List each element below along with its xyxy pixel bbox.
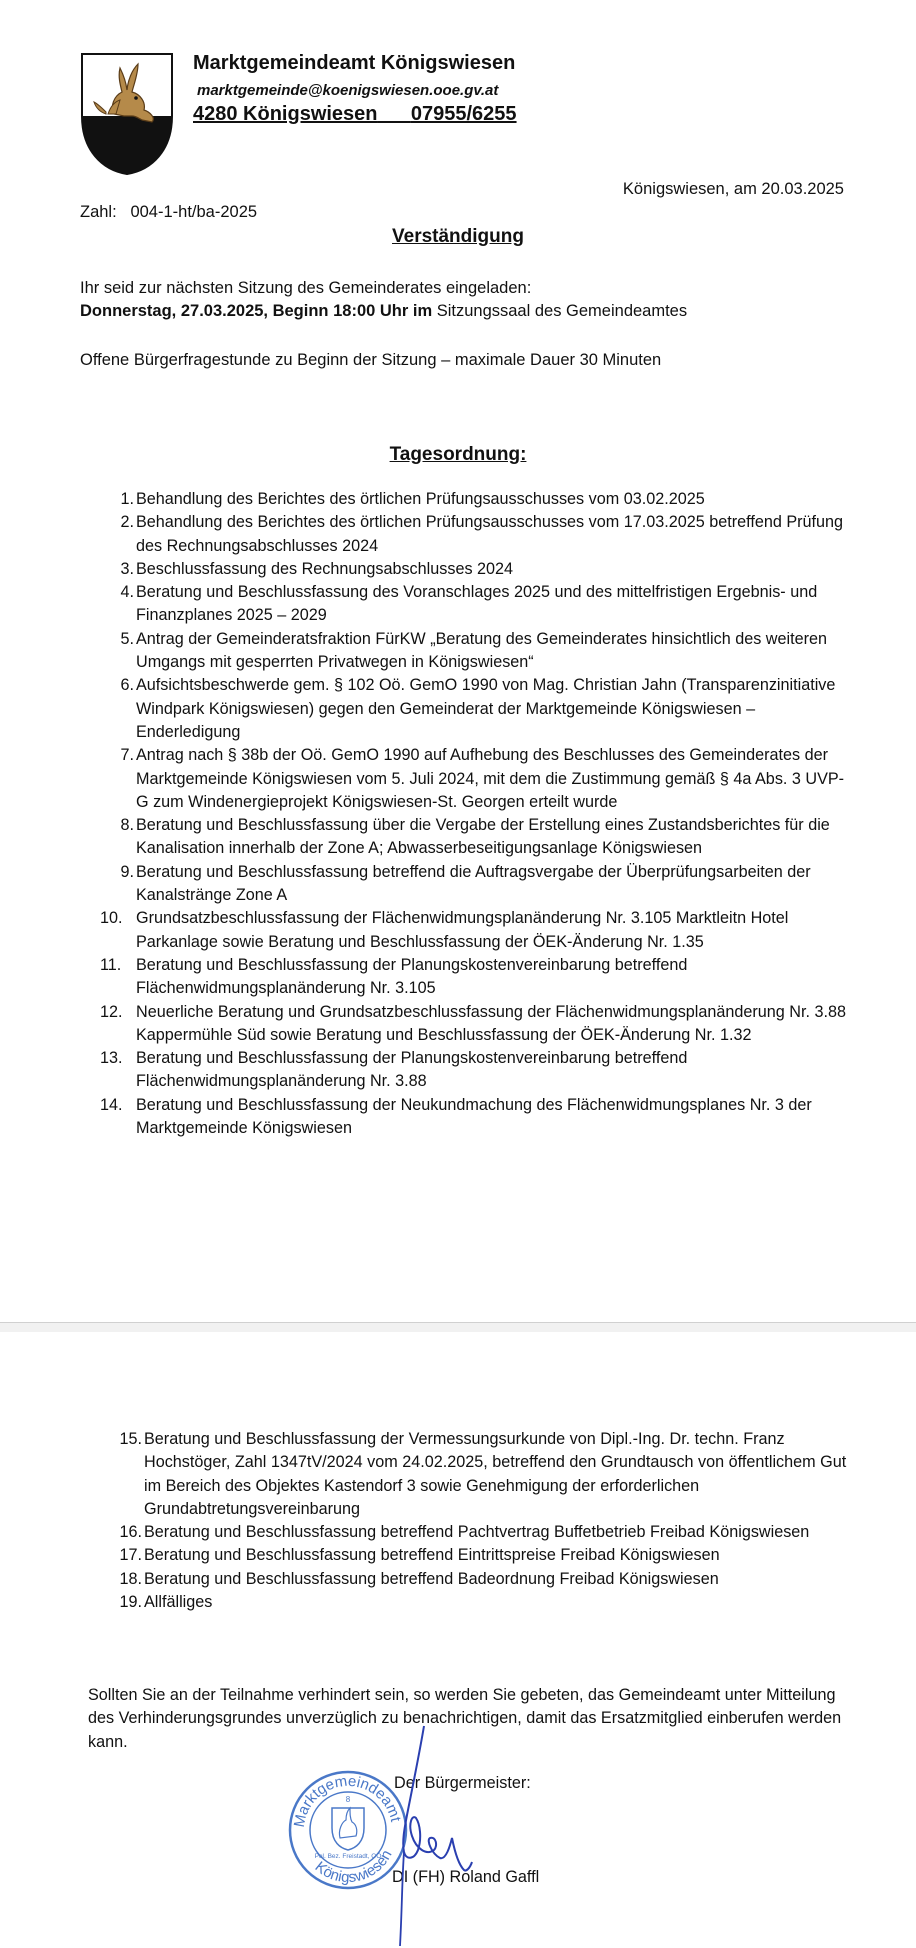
item-number: 7. (120, 746, 134, 765)
item-text: Beschlussfassung des Rechnungsabschlusses 2024 (136, 559, 514, 578)
stamp-text-inner: Pol. Bez. Freistadt, OÖ (314, 1853, 382, 1860)
signature-title: Der Bürgermeister: (394, 1774, 531, 1792)
closing-paragraph: Sollten Sie an der Teilnahme verhindert sein, so werden Sie gebeten, das Gemeindeamt unter Mitteilung des Verhinderungsgrundes unverzüglich zu benachrichtigen, damit das Ersatzmitglied einberufen werden kann. (88, 1686, 842, 1751)
meeting-date: Donnerstag, 27.03.2025, Beginn 18:00 Uhr im (80, 302, 433, 320)
item-number: 3. (120, 559, 134, 578)
list-item (100, 1047, 848, 1094)
item-text: Beratung und Beschlussfassung der Neukundmachung des Flächenwidmungsplanes Nr. 3 der Marktgemeinde Königswiesen (136, 1095, 812, 1138)
reference-number (80, 203, 257, 222)
crest-rabbit-icon (80, 52, 174, 176)
item-number: 4. (120, 583, 134, 602)
item-text: Beratung und Beschlussfassung des Voranschlages 2025 und des mittelfristigen Ergebnis- und Finanzplanes 2025 – 2029 (136, 583, 818, 625)
item-text: Behandlung des Berichtes des örtlichen Prüfungsausschusses vom 17.03.2025 betreffend Prüfung des Rechnungsabschlusses 2024 (136, 513, 844, 555)
list-item (116, 1544, 852, 1567)
office-address-line (193, 103, 517, 126)
item-number: 9. (120, 862, 134, 881)
item-text: Beratung und Beschlussfassung betreffend Badeordnung Freibad Königswiesen (144, 1569, 719, 1588)
item-number: 15. (119, 1430, 142, 1448)
office-address: 4280 Königswiesen (193, 103, 378, 125)
item-number: 19. (119, 1593, 142, 1612)
zahl-value: 004-1-ht/ba-2025 (130, 203, 258, 221)
item-text: Allfälliges (144, 1593, 213, 1612)
list-item (108, 861, 848, 908)
handwritten-signature-icon (380, 1720, 500, 1948)
item-text: Beratung und Beschlussfassung der Planungskostenvereinbarung betreffend Flächenwidmungsplanänderung Nr. 3.105 (136, 955, 688, 998)
meeting-date-line (80, 300, 844, 323)
list-item (108, 581, 848, 628)
zahl-label: Zahl: (80, 203, 117, 221)
list-item (116, 1521, 852, 1544)
item-number: 2. (120, 513, 134, 532)
item-text: Neuerliche Beratung und Grundsatzbeschlussfassung der Flächenwidmungsplanänderung Nr. 3.88 Kappermühle Süd sowie Beratung und Beschlussfassung der ÖEK-Änderung Nr. 1.32 (136, 1002, 846, 1044)
office-name: Marktgemeindeamt Königswiesen (193, 52, 516, 74)
agenda-list-page-1 (100, 488, 848, 1140)
list-item (116, 1591, 852, 1614)
list-item (108, 488, 848, 511)
document-date: Königswiesen, am 20.03.2025 (622, 180, 844, 198)
list-item (108, 628, 848, 675)
item-number: 12. (100, 1002, 123, 1021)
item-text: Grundsatzbeschlussfassung der Flächenwidmungsplanänderung Nr. 3.105 Marktleitn Hotel Parkanlage sowie Beratung und Beschlussfassung der ÖEK-Änderung Nr. 1.35 (136, 909, 789, 951)
item-number: 11. (100, 955, 122, 974)
item-number: 10. (100, 909, 123, 928)
item-text: Beratung und Beschlussfassung betreffend die Auftragsvergabe der Überprüfungsarbeiten der Kanalstränge Zone A (136, 862, 811, 905)
item-text: Beratung und Beschlussfassung der Vermessungsurkunde von Dipl.-Ing. Dr. techn. Franz Hochstöger, Zahl 1347tV/2024 vom 24.02.2025, betreffend den Grundtausch von öffentlichem Gut im Bereich des Objektes Kastendorf 3 sowie Genehmigung der erforderlichen Grundabtretungsvereinbarung (144, 1430, 847, 1518)
item-text: Aufsichtsbeschwerde gem. § 102 Oö. GemO 1990 von Mag. Christian Jahn (Transparenzinitiative Windpark Königswiesen) gegen den Gemeinderat der Marktgemeinde Königswiesen – Enderledigung (136, 676, 836, 741)
agenda-title: Tagesordnung: (389, 444, 527, 465)
document-title: Verständigung (392, 226, 524, 247)
list-item (100, 1094, 848, 1141)
item-number: 1. (120, 490, 134, 508)
item-text: Beratung und Beschlussfassung betreffend Pachtvertrag Buffetbetrieb Freibad Königswiesen (144, 1523, 810, 1542)
office-phone: 07955/6255 (410, 103, 517, 125)
item-text: Beratung und Beschlussfassung über die Vergabe der Erstellung eines Zustandsberichtes für die Kanalisation innerhalb der Zone A; Abwasserbeseitigungsanlage Königswiesen (136, 816, 830, 858)
item-text: Antrag nach § 38b der Oö. GemO 1990 auf Aufhebung des Beschlusses des Gemeinderates der Marktgemeinde Königswiesen vom 5. Juli 2024, mit dem die Zustimmung gemäß § 4a Abs. 3 UVP-G zum Windenergieprojekt Königswiesen-St. Georgen erteilt wurde (136, 746, 845, 811)
invitation-text (80, 277, 844, 323)
list-item (108, 744, 848, 814)
item-number: 8. (120, 816, 134, 835)
agenda-list-page-2 (116, 1428, 852, 1614)
list-item (116, 1428, 852, 1521)
list-item (108, 511, 848, 558)
meeting-location: Sitzungssaal des Gemeindeamtes (432, 302, 688, 320)
list-item (116, 1568, 852, 1591)
stamp-letter: 8 (345, 1795, 351, 1804)
item-number: 17. (119, 1546, 142, 1565)
item-number: 5. (120, 629, 134, 648)
list-item (108, 558, 848, 581)
item-text: Beratung und Beschlussfassung der Planungskostenvereinbarung betreffend Flächenwidmungsplanänderung Nr. 3.88 (136, 1049, 688, 1091)
item-text: Behandlung des Berichtes des örtlichen Prüfungsausschusses vom 03.02.2025 (136, 490, 705, 508)
list-item (100, 907, 848, 954)
office-email[interactable]: marktgemeinde@koenigswiesen.ooe.gv.at (197, 82, 499, 99)
item-number: 13. (100, 1049, 123, 1068)
item-text: Beratung und Beschlussfassung betreffend Eintrittspreise Freibad Königswiesen (144, 1546, 720, 1565)
citizen-question-hour: Offene Bürgerfragestunde zu Beginn der Sitzung – maximale Dauer 30 Minuten (80, 351, 662, 369)
signature-name: DI (FH) Roland Gaffl (392, 1868, 540, 1886)
invitation-line: Ihr seid zur nächsten Sitzung des Gemeinderates eingeladen: (80, 279, 532, 297)
list-item (100, 954, 848, 1001)
item-text: Antrag der Gemeinderatsfraktion FürKW „Beratung des Gemeinderates hinsichtlich des weiteren Umgangs mit gesperrten Privatwegen in Königswiesen“ (136, 629, 827, 672)
stamp-text-bottom: Königswiesen (311, 1847, 396, 1887)
item-number: 18. (119, 1569, 142, 1588)
stamp-text-top: Marktgemeindeamt (290, 1772, 405, 1829)
list-item (108, 814, 848, 861)
item-number: 14. (100, 1095, 123, 1114)
list-item (100, 1001, 848, 1048)
list-item (108, 674, 848, 744)
item-number: 6. (120, 676, 134, 695)
item-number: 16. (119, 1523, 142, 1542)
